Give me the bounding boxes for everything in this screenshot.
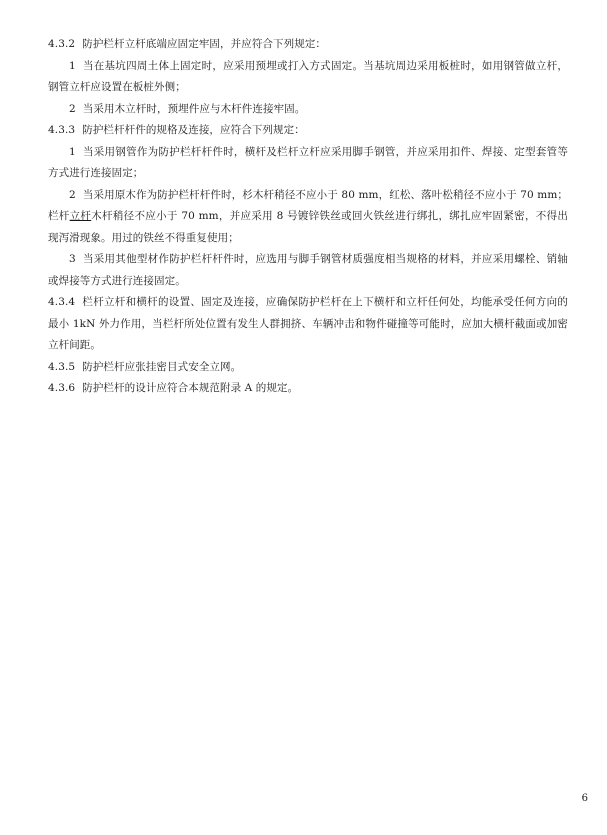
clause-4-3-5 — [48, 357, 568, 379]
page-number: 6 — [581, 793, 588, 804]
item-text: 当采用木立杆时，预埋件应与木杆件连接牢固。 — [82, 102, 306, 115]
clause-4-3-3-item-2 — [48, 185, 568, 250]
item-text-part-a: 当采用原木作为防护栏杆杆件时，杉木杆稍径不应小于 80 mm，红松、落叶松稍径不应小于 70 mm；栏杆 — [48, 188, 568, 222]
clause-number: 4.3.4 — [48, 296, 76, 308]
item-text: 当采用其他型材作防护栏杆杆件时，应选用与脚手钢管材质强度相当规格的材料，并应采用螺栓、销轴或焊接等方式进行连接固定。 — [48, 253, 568, 287]
item-number: 2 — [69, 188, 76, 201]
clause-4-3-2-item-2 — [48, 99, 568, 121]
item-text: 当采用钢管作为防护栏杆杆件时，横杆及栏杆立杆应采用脚手钢管，并应采用扣件、焊接、定型套管等方式进行连接固定； — [48, 145, 568, 179]
item-number: 3 — [69, 253, 76, 265]
clause-4-3-6 — [48, 378, 568, 400]
item-text-underlined: 立杆 — [69, 210, 92, 222]
clause-4-3-3-item-1 — [48, 142, 568, 185]
clause-4-3-3-item-3 — [48, 249, 568, 292]
clause-4-3-2 — [48, 34, 568, 56]
clause-number: 4.3.6 — [48, 382, 76, 394]
clause-number: 4.3.5 — [48, 360, 76, 373]
clause-number: 4.3.3 — [48, 124, 76, 136]
item-number: 1 — [69, 145, 76, 158]
clause-4-3-3 — [48, 120, 568, 142]
clause-4-3-2-item-1 — [48, 56, 568, 99]
item-text: 当在基坑四周土体上固定时，应采用预埋或打入方式固定。当基坑周边采用板桩时，如用钢管做立杆，钢管立杆应设置在板桩外侧； — [48, 59, 568, 93]
clause-text: 防护栏杆立杆底端应固定牢固，并应符合下列规定： — [82, 38, 327, 50]
document-body — [48, 34, 568, 400]
clause-text: 防护栏杆杆件的规格及连接，应符合下列规定： — [82, 124, 305, 136]
clause-text: 防护栏杆应张挂密目式安全立网。 — [82, 360, 242, 373]
item-number: 2 — [69, 102, 76, 115]
clause-text: 防护栏杆的设计应符合本规范附录 A 的规定。 — [82, 382, 299, 394]
item-text-part-b: 木杆稍径不应小于 70 mm，并应采用 8 号镀锌铁丝或回火铁丝进行绑扎，绑扎应牢固紧密，不得出现泻滑现象。用过的铁丝不得重复使用； — [48, 210, 568, 244]
clause-number: 4.3.2 — [48, 38, 76, 50]
clause-4-3-4 — [48, 292, 568, 357]
clause-text: 栏杆立杆和横杆的设置、固定及连接，应确保防护栏杆在上下横杆和立杆任何处，均能承受任何方向的最小 1kN 外力作用，当栏杆所处位置有发生人群拥挤、车辆冲击和物件碰撞等可能时，应加大横杆截面或加密立杆间距。 — [48, 296, 568, 351]
item-number: 1 — [69, 59, 76, 72]
